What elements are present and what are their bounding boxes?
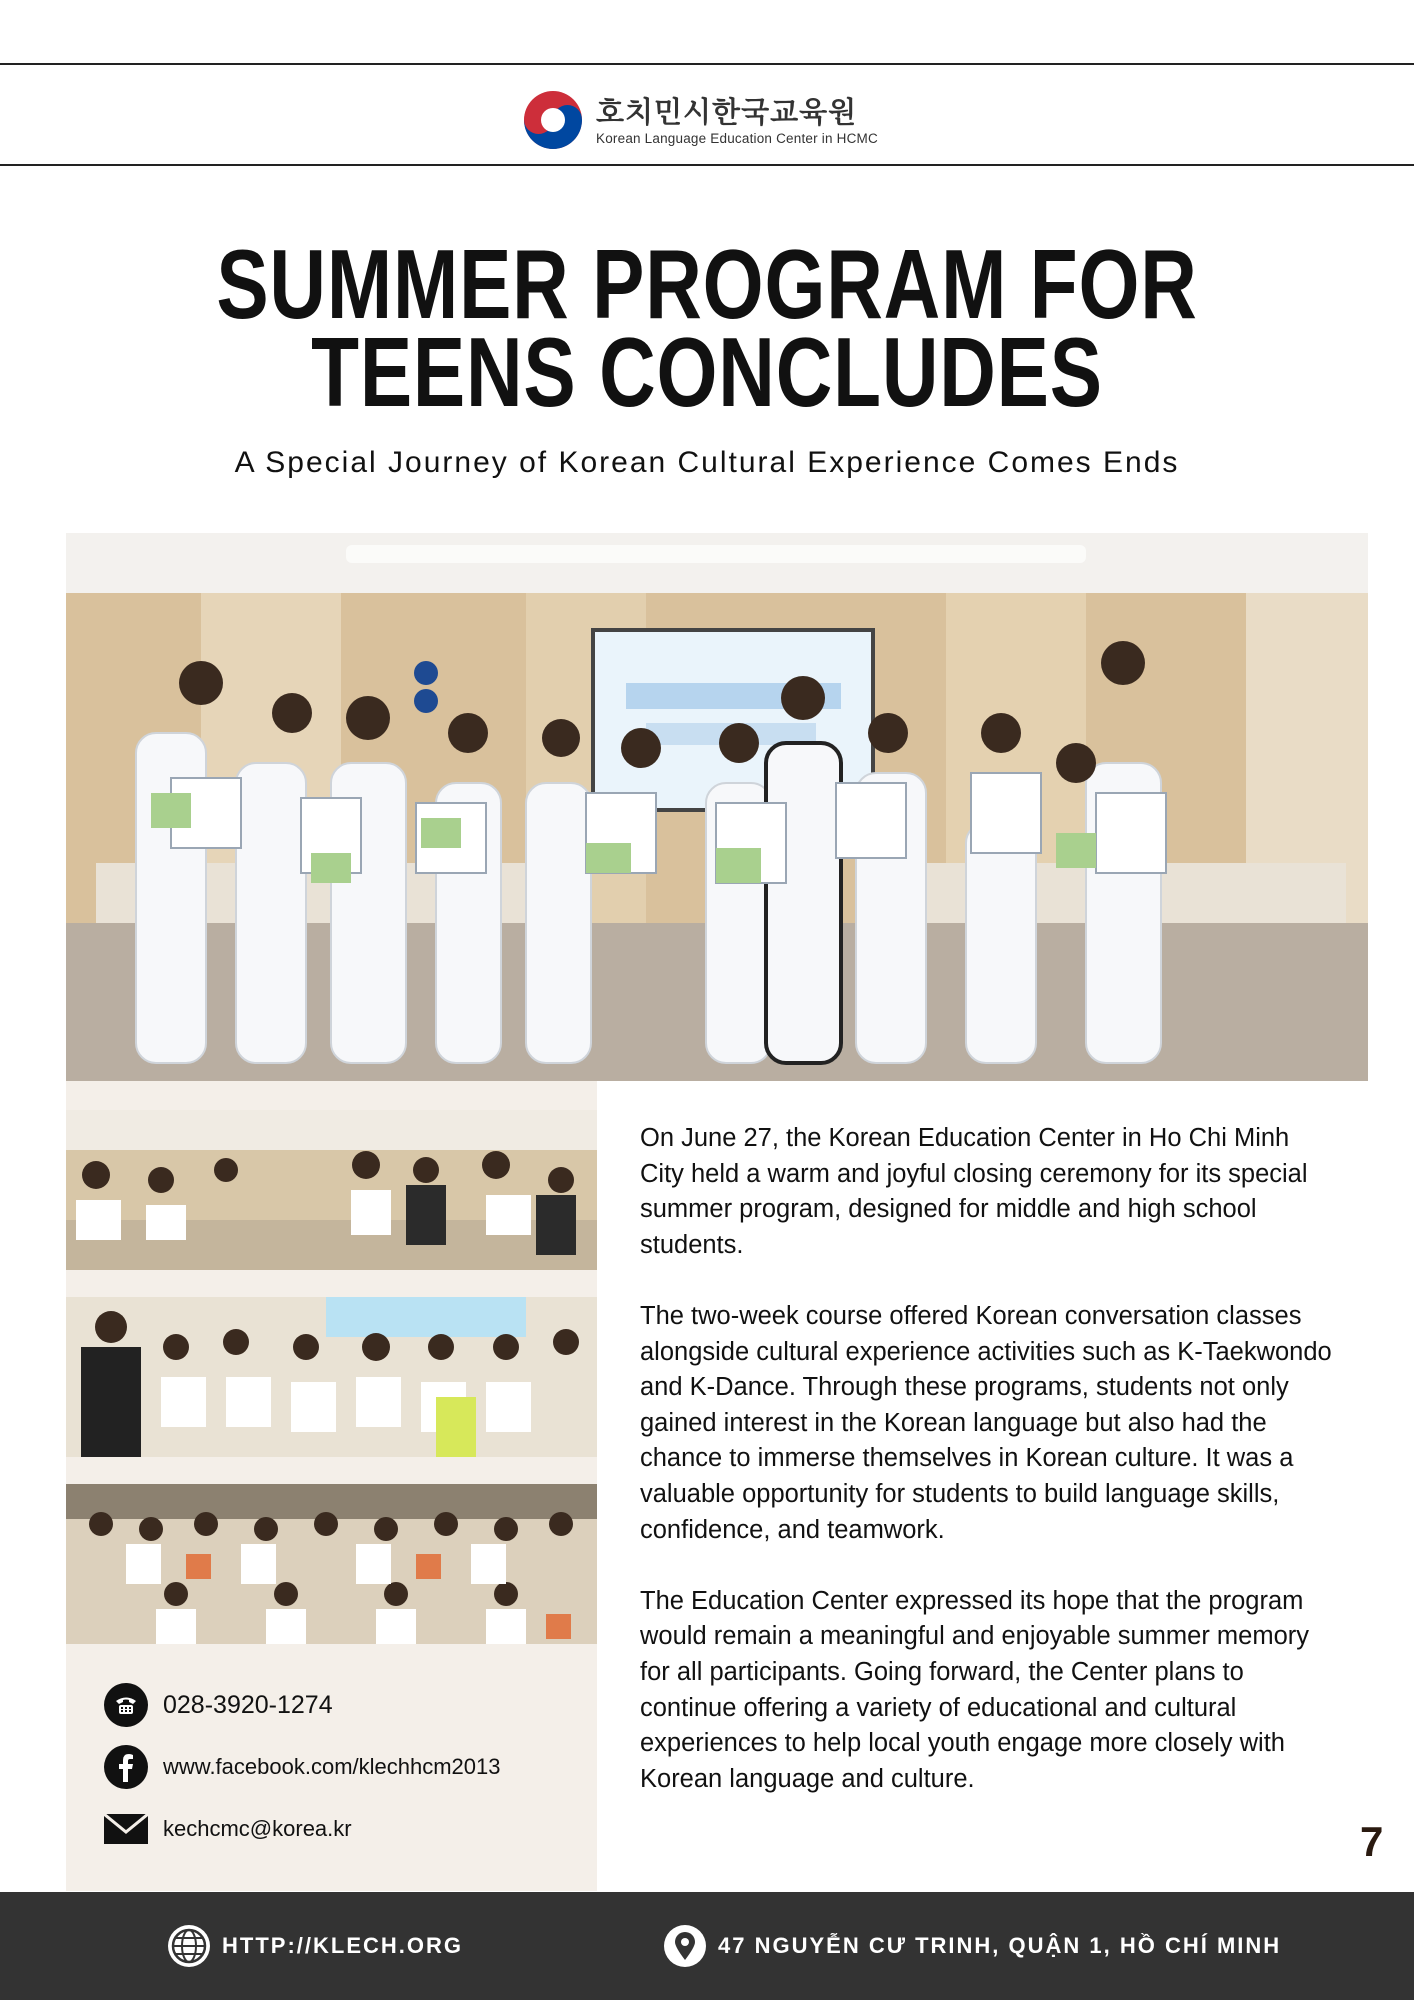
article-body (640, 1121, 1340, 1833)
globe-icon (168, 1925, 210, 1967)
org-name-english: Korean Language Education Center in HCMC (596, 130, 878, 146)
phone-contact (104, 1683, 333, 1727)
facebook-icon (104, 1745, 148, 1789)
article-subtitle: A Special Journey of Korean Cultural Experience Comes Ends (234, 446, 1180, 479)
envelope-icon (104, 1814, 148, 1844)
article-paragraph-1: On June 27, the Korean Education Center in Ho Chi Minh City held a warm and joyful closing ceremony for its special summer program, designed for middle and high school students. (640, 1124, 1308, 1259)
footer-bar (0, 1892, 1414, 2000)
email-contact (104, 1814, 352, 1844)
email-address[interactable]: kechcmc@korea.kr (163, 1816, 352, 1841)
website-url[interactable]: HTTP://KLECH.ORG (222, 1933, 463, 1958)
location-pin-icon (664, 1925, 706, 1967)
article-title-line-1: SUMMER PROGRAM FOR (216, 229, 1198, 339)
article-title-line-2: TEENS CONCLUDES (311, 317, 1103, 427)
article-title (141, 229, 1272, 427)
classroom-photo (66, 1110, 597, 1270)
article-paragraph-2: The two-week course offered Korean conversation classes alongside cultural experience activities such as K-Taekwondo and K-Dance. Through these programs, students not only gained interest in the Korean language but also had the chance to immerse themselves in Korean culture. It was a valuable opportunity for students to build language skills, confidence, and teamwork. (640, 1301, 1332, 1544)
header-top-rule (0, 63, 1414, 65)
footer-website[interactable] (168, 1892, 463, 2000)
footer-address (664, 1892, 1281, 2000)
address-text: 47 NGUYỄN CƯ TRINH, QUẬN 1, HỒ CHÍ MINH (718, 1933, 1282, 1958)
org-name-korean: 호치민시한국교육원 (596, 94, 858, 129)
phone-icon (104, 1683, 148, 1727)
sidebar-panel (66, 1081, 597, 1891)
article-paragraph-3: The Education Center expressed its hope that the program would remain a meaningful and enjoyable summer memory for all participants. Going forward, the Center plans to continue offering a variety of educational and cultural experiences to help local youth engage more closely with Korean language and culture. (640, 1586, 1309, 1793)
header-bottom-rule (0, 164, 1414, 166)
taegeuk-logo-icon (524, 91, 582, 149)
page-number: 7 (1360, 1818, 1384, 1865)
phone-number: 028-3920-1274 (163, 1690, 333, 1719)
class-group-photo (66, 1297, 597, 1457)
hero-photo (66, 533, 1368, 1081)
students-certificates-photo (66, 1484, 597, 1644)
facebook-contact (104, 1745, 501, 1789)
facebook-url[interactable]: www.facebook.com/klechhcm2013 (163, 1754, 501, 1779)
org-logo (524, 88, 878, 152)
